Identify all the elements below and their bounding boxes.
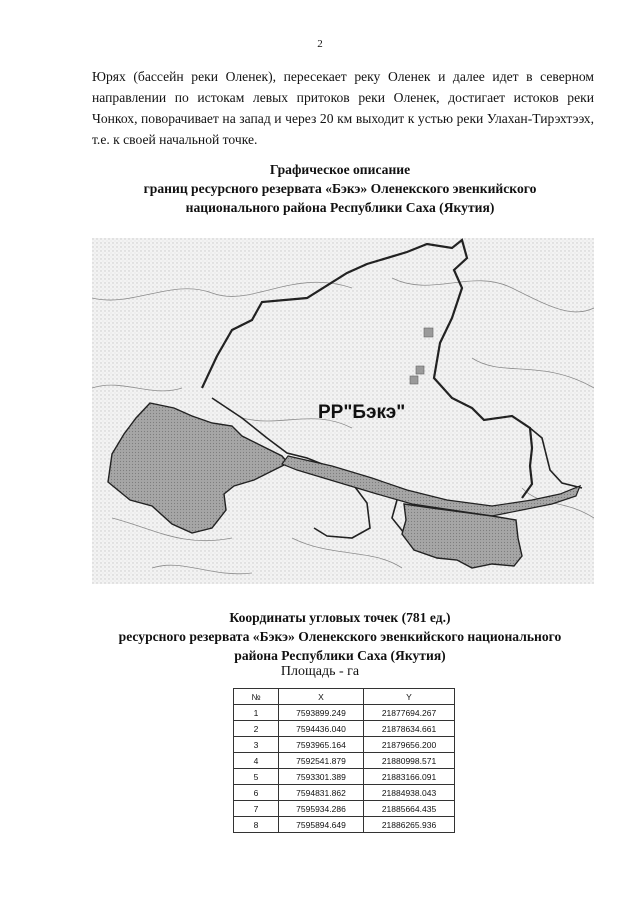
cell-number: 6 — [234, 785, 279, 801]
cell-number: 3 — [234, 737, 279, 753]
cell-y: 21877694.267 — [364, 705, 455, 721]
settlement-marker — [424, 328, 433, 337]
cell-number: 7 — [234, 801, 279, 817]
table-row — [234, 785, 455, 801]
map-title-line: Графическое описание — [269, 162, 411, 177]
cell-x: 7593965.164 — [279, 737, 364, 753]
intro-paragraph: Юрях (бассейн реки Оленек), пересекает реку Оленек и далее идет в северном направлении по истокам левых притоков реки Оленек, достигает истоков реки Чонкох, поворачивает на запад и через 20 км выходит к устью реки Улахан-Тирэхтээх, т.е. к своей начальной точке. — [92, 69, 594, 147]
cell-number: 5 — [234, 769, 279, 785]
table-row — [234, 721, 455, 737]
cell-number: 4 — [234, 753, 279, 769]
cell-y: 21883166.091 — [364, 769, 455, 785]
settlement-marker — [416, 366, 424, 374]
map-section-title — [60, 160, 620, 217]
cell-x: 7595894.649 — [279, 817, 364, 833]
coordinates-table — [233, 688, 455, 833]
table-section-title — [60, 608, 620, 665]
table-title-line: района Республики Саха (Якутия) — [234, 648, 446, 663]
table-row — [234, 737, 455, 753]
cell-x: 7593899.249 — [279, 705, 364, 721]
cell-y: 21884938.043 — [364, 785, 455, 801]
table-row — [234, 753, 455, 769]
table-row — [234, 705, 455, 721]
cell-number: 2 — [234, 721, 279, 737]
table-row — [234, 769, 455, 785]
cell-number: 1 — [234, 705, 279, 721]
map-label: РР"Бэкэ" — [318, 402, 406, 423]
table-row — [234, 817, 455, 833]
cell-y: 21879656.200 — [364, 737, 455, 753]
map-title-line: границ ресурсного резервата «Бэкэ» Оленекского эвенкийского — [143, 181, 537, 196]
settlement-marker — [410, 376, 418, 384]
cell-x: 7595934.286 — [279, 801, 364, 817]
cell-x: 7594436.040 — [279, 721, 364, 737]
column-header-y: Y — [364, 689, 455, 705]
cell-y: 21886265.936 — [364, 817, 455, 833]
cell-x: 7592541.879 — [279, 753, 364, 769]
cell-x: 7593301.389 — [279, 769, 364, 785]
map-title-line: национального района Республики Саха (Якутия) — [185, 200, 495, 215]
cell-number: 8 — [234, 817, 279, 833]
table-title-line: Координаты угловых точек (781 ед.) — [229, 610, 451, 625]
reserve-map — [92, 238, 594, 584]
area-line: Площадь - га — [280, 664, 360, 679]
cell-y: 21885664.435 — [364, 801, 455, 817]
cell-y: 21878634.661 — [364, 721, 455, 737]
table-row — [234, 801, 455, 817]
column-header-number: № — [234, 689, 279, 705]
cell-x: 7594831.862 — [279, 785, 364, 801]
table-header-row — [234, 689, 455, 705]
page-number: 2 — [317, 38, 323, 50]
column-header-x: X — [279, 689, 364, 705]
cell-y: 21880998.571 — [364, 753, 455, 769]
table-title-line: ресурсного резервата «Бэкэ» Оленекского эвенкийского национального — [118, 629, 562, 644]
